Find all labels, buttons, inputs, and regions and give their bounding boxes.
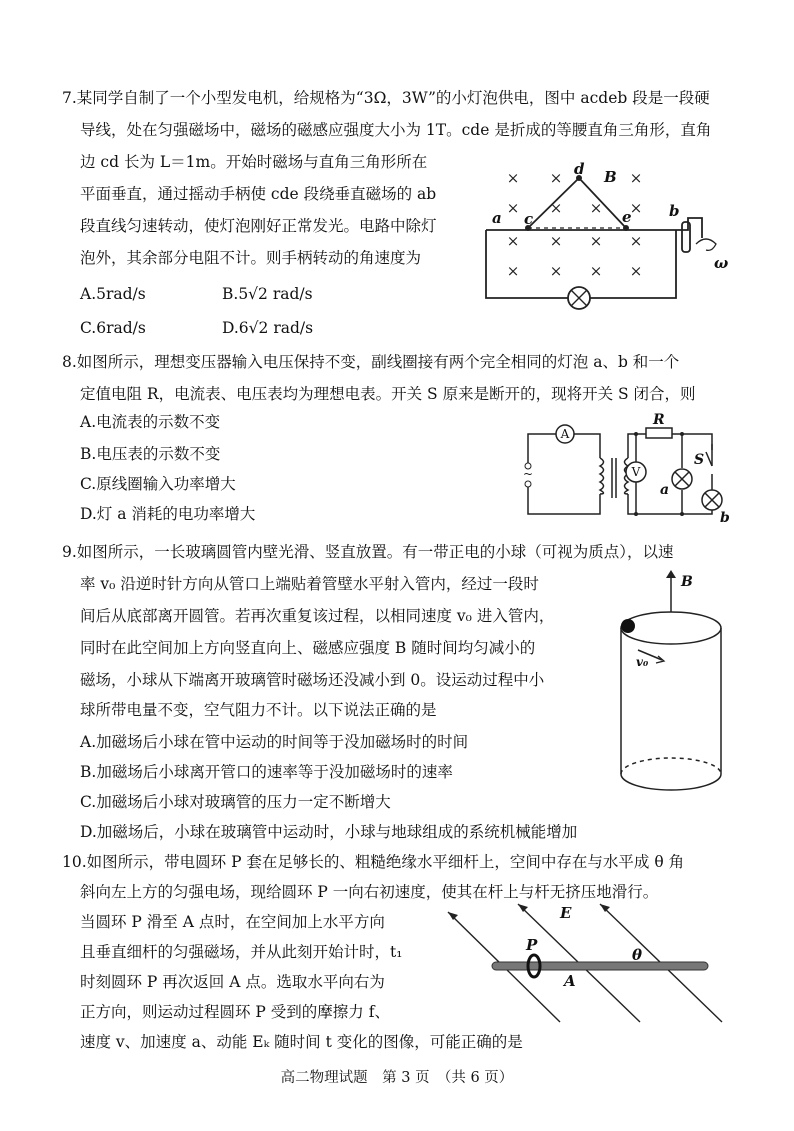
q7-option-c: C.6rad/s xyxy=(80,319,146,337)
q8-resistor xyxy=(646,428,672,438)
q7-label-e: e xyxy=(622,208,632,226)
q8-label-b: b xyxy=(720,510,730,526)
q7-label-d: d xyxy=(574,160,585,178)
q7-option-a: A.5rad/s xyxy=(80,285,146,303)
q9-option-b: B.加磁场后小球离开管口的速率等于没加磁场时的速率 xyxy=(80,763,453,781)
svg-text:×: × xyxy=(549,169,563,187)
q10-label-E: E xyxy=(560,904,572,922)
svg-text:×: × xyxy=(629,232,643,250)
q8-option-a: A.电流表的示数不变 xyxy=(80,413,221,431)
q10-rod xyxy=(492,962,708,970)
q10-label-theta: θ xyxy=(632,946,643,964)
q8-option-b: B.电压表的示数不变 xyxy=(80,445,221,463)
q8-label-a: a xyxy=(660,482,670,498)
q10-line-7: 速度 v、加速度 a、动能 Eₖ 随时间 t 变化的图像，可能正确的是 xyxy=(80,1033,523,1051)
q9-line-2: 率 v₀ 沿逆时针方向从管口上端贴着管壁水平射入管内，经过一段时 xyxy=(80,575,539,593)
svg-text:×: × xyxy=(589,232,603,250)
svg-text:×: × xyxy=(506,199,520,217)
svg-text:×: × xyxy=(549,262,563,280)
q7-line-5: 段直线匀速转动，使灯泡刚好正常发光。电路中除灯 xyxy=(80,217,437,235)
q8-label-V: V xyxy=(631,465,641,479)
svg-text:×: × xyxy=(589,199,603,217)
q7-option-b: B.5√2 rad/s xyxy=(222,285,313,303)
q8-label-S: S xyxy=(694,452,705,468)
q8-label-A: A xyxy=(560,427,570,441)
q10-line-6: 正方向，则运动过程圆环 P 受到的摩擦力 f、 xyxy=(80,1003,390,1021)
q10-line-1: 10.如图所示，带电圆环 P 套在足够长的、粗糙绝缘水平细杆上，空间中存在与水平成 θ 角 xyxy=(62,853,685,871)
q8-option-c: C.原线圈输入功率增大 xyxy=(80,475,236,493)
q8-line-2: 定值电阻 R，电流表、电压表均为理想电表。开关 S 原来是断开的，现将开关 S 闭合，则 xyxy=(80,385,696,403)
q9-label-B: B xyxy=(681,574,693,590)
q7-generator-figure xyxy=(476,158,744,328)
q9-option-c: C.加磁场后小球对玻璃管的压力一定不断增大 xyxy=(80,793,391,811)
q7-line-6: 泡外，其余部分电阻不计。则手柄转动的角速度为 xyxy=(80,249,422,267)
q10-label-P: P xyxy=(526,936,538,954)
svg-text:×: × xyxy=(629,199,643,217)
q7-label-b: b xyxy=(669,202,680,220)
svg-text:×: × xyxy=(506,232,520,250)
q7-label-c: c xyxy=(524,210,534,228)
q10-line-5: 时刻圆环 P 再次返回 A 点。选取水平向右为 xyxy=(80,973,385,991)
q9-line-1: 9.如图所示，一长玻璃圆管内壁光滑、竖直放置。有一带正电的小球（可视为质点），以速 xyxy=(62,543,674,561)
svg-text:×: × xyxy=(629,169,643,187)
q7-line-1: 7.某同学自制了一个小型发电机，给规格为“3Ω，3W”的小灯泡供电，图中 acdeb 段是一段硬 xyxy=(62,89,710,107)
svg-text:×: × xyxy=(589,262,603,280)
svg-text:×: × xyxy=(506,262,520,280)
q9-line-3: 间后从底部离开圆管。若再次重复该过程，以相同速度 v₀ 进入管内， xyxy=(80,607,555,625)
q10-line-2: 斜向左上方的匀强电场，现给圆环 P 一向右初速度，使其在杆上与杆无挤压地滑行。 xyxy=(80,883,659,901)
q8-option-d: D.灯 a 消耗的电功率增大 xyxy=(80,505,256,523)
q10-line-3: 当圆环 P 滑至 A 点时，在空间加上水平方向 xyxy=(80,913,385,931)
q9-ball-icon xyxy=(621,619,635,633)
q9-option-d: D.加磁场后，小球在玻璃管中运动时，小球与地球组成的系统机械能增加 xyxy=(80,823,578,841)
svg-text:×: × xyxy=(629,262,643,280)
svg-text:×: × xyxy=(549,232,563,250)
q9-label-v0: v₀ xyxy=(636,655,649,669)
svg-text:×: × xyxy=(506,169,520,187)
q9-line-4: 同时在此空间加上方向竖直向上、磁感应强度 B 随时间均匀减小的 xyxy=(80,639,536,657)
q10-label-A: A xyxy=(564,972,576,990)
svg-text:×: × xyxy=(549,199,563,217)
q10-line-4: 且垂直细杆的匀强磁场，并从此刻开始计时，t₁ xyxy=(80,943,403,961)
q7-label-a: a xyxy=(492,209,502,227)
q8-transformer-figure xyxy=(516,414,728,526)
q9-option-a: A.加磁场后小球在管中运动的时间等于没加磁场时的时间 xyxy=(80,733,469,751)
q7-option-d: D.6√2 rad/s xyxy=(222,319,314,337)
q7-label-omega: ω xyxy=(714,254,729,272)
q8-label-R: R xyxy=(653,412,665,428)
q9-line-6: 球所带电量不变，空气阻力不计。以下说法正确的是 xyxy=(80,701,437,719)
q8-label-tilde: ~ xyxy=(522,467,534,481)
q7-line-4: 平面垂直，通过摇动手柄使 cde 段绕垂直磁场的 ab xyxy=(80,185,437,203)
page-footer: 高二物理试题 第 3 页 （共 6 页） xyxy=(280,1070,514,1086)
q10-ring-rod-figure xyxy=(440,900,730,1030)
q7-line-3: 边 cd 长为 L＝1m。开始时磁场与直角三角形所在 xyxy=(80,153,428,171)
q9-glass-tube-figure xyxy=(606,568,736,804)
q9-line-5: 磁场，小球从下端离开玻璃管时磁场还没减小到 0。设运动过程中小 xyxy=(80,671,545,689)
q7-label-B: B xyxy=(604,168,617,186)
q7-line-2: 导线，处在匀强磁场中，磁场的磁感应强度大小为 1T。cde 是折成的等腰直角三角形，直角 xyxy=(80,121,712,139)
q8-line-1: 8.如图所示，理想变压器输入电压保持不变，副线圈接有两个完全相同的灯泡 a、b 和一个 xyxy=(62,353,680,371)
